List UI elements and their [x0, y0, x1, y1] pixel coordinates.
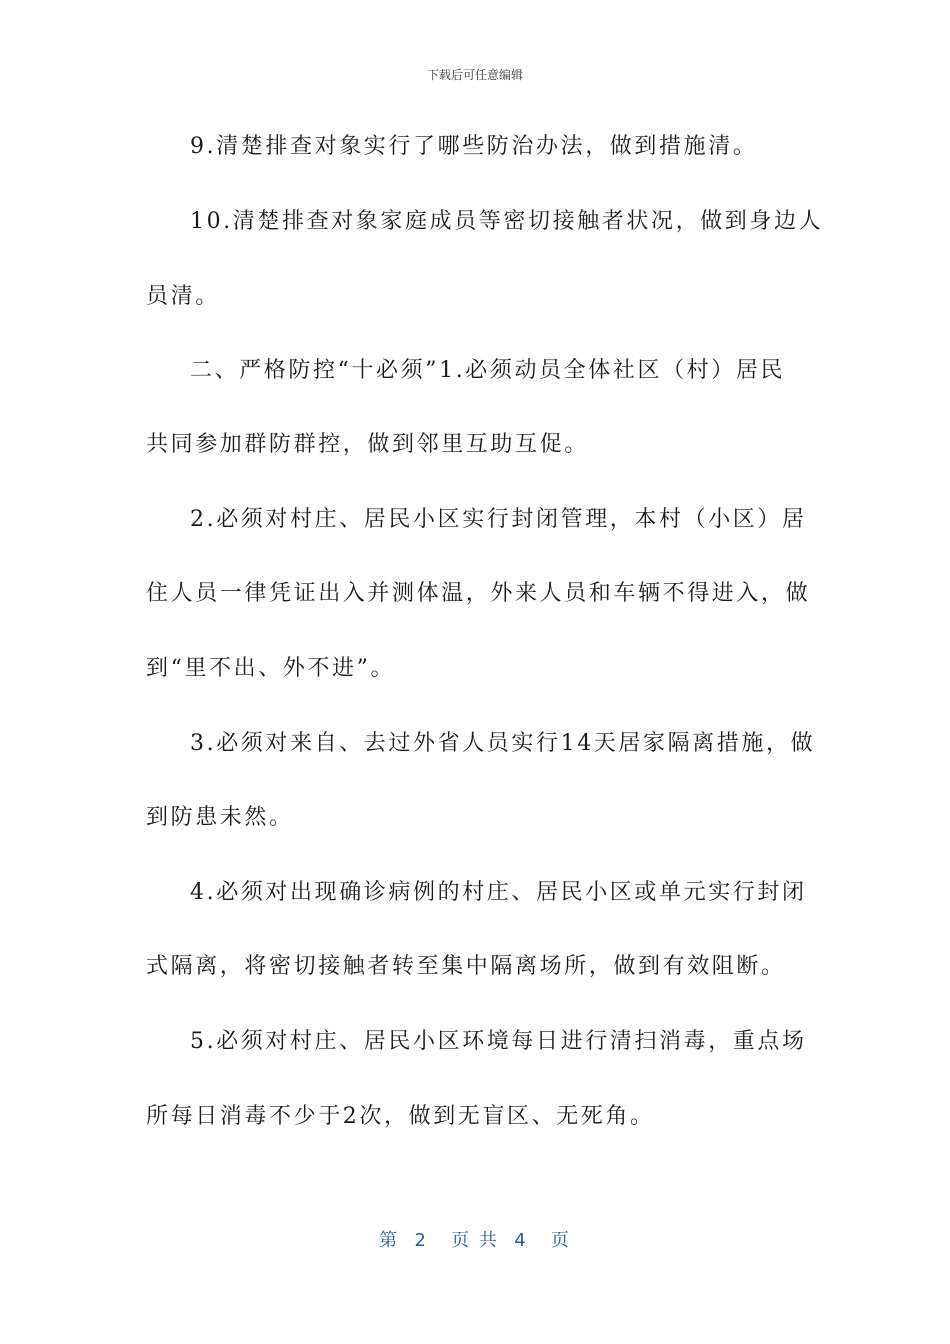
body-line-4: 二、严格防控“十必须”1.必须动员全体社区（村）居民 — [190, 358, 786, 383]
body-line-7: 住人员一律凭证出入并测体温，外来人员和车辆不得进入，做 — [146, 581, 811, 606]
page-header: 下载后可任意编辑 — [426, 68, 523, 82]
body-line-11: 4.必须对出现确诊病例的村庄、居民小区或单元实行封闭 — [190, 880, 807, 905]
body-line-13: 5.必须对村庄、居民小区环境每日进行清扫消毒，重点场 — [190, 1029, 807, 1054]
body-line-6: 2.必须对村庄、居民小区实行封闭管理，本村（小区）居 — [190, 507, 807, 532]
body-line-2: 10.清楚排查对象家庭成员等密切接触者状况，做到身边人 — [190, 209, 824, 234]
body-line-9: 3.必须对来自、去过外省人员实行14天居家隔离措施，做 — [190, 731, 816, 756]
body-line-1: 9.清楚排查对象实行了哪些防治办法，做到措施清。 — [190, 134, 758, 159]
body-line-5: 共同参加群防群控，做到邻里互助互促。 — [146, 432, 589, 457]
body-line-3: 员清。 — [146, 284, 220, 309]
body-line-10: 到防患未然。 — [146, 805, 294, 830]
page-number-footer: 第 2 页 共 4 页 — [379, 1230, 571, 1251]
body-line-14: 所每日消毒不少于2次，做到无盲区、无死角。 — [146, 1104, 655, 1129]
body-line-12: 式隔离，将密切接触者转至集中隔离场所，做到有效阻断。 — [146, 954, 786, 979]
body-line-8: 到“里不出、外不进”。 — [146, 656, 396, 681]
